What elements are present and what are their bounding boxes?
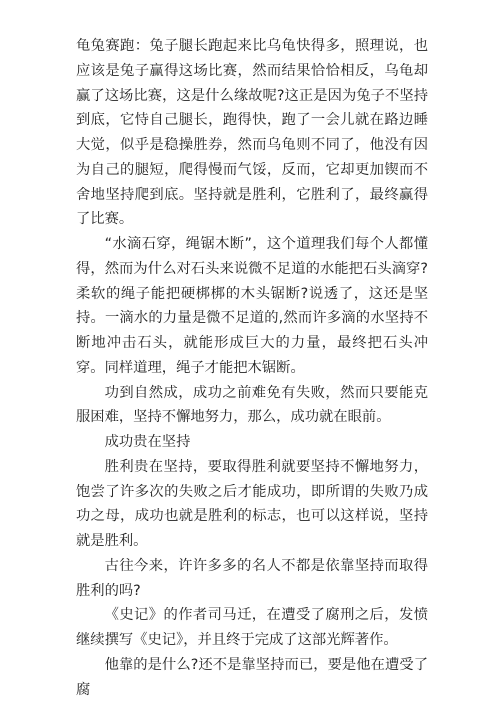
paragraph-tortoise-hare: 龟兔赛跑：兔子腿长跑起来比乌龟快得多，照理说，也应该是兔子赢得这场比赛，然而结果恰恰相反，乌龟却赢了这场比赛，这是什么缘故呢?这正是因为兔子不坚持到底，它恃自己腿长，跑得快，跑了一会儿就在路边睡大觉，似乎是稳操胜券，然而乌龟则不同了，他没有因为自己的腿短，爬得慢而气馁，反而，它却更加锲而不舍地坚持爬到底。坚持就是胜利，它胜利了，最终赢得了比赛。: [76, 38, 428, 228]
paragraph-water-drop: “水滴石穿，绳锯木断”，这个道理我们每个人都懂得，然而为什么对石头来说微不足道的水能把石头滴穿?柔软的绳子能把硬梆梆的木头锯断?说透了，这还是坚持。一滴水的力量是微不足道的,然而许多滴的水坚持不断地冲击石头，就能形成巨大的力量，最终把石头冲穿。同样道理，绳子才能把木锯断。: [76, 236, 428, 376]
section-heading: 成功贵在坚持: [104, 434, 191, 450]
document-page: [76, 34, 428, 702]
paragraph-success: 功到自然成，成功之前难免有失败，然而只要能克服困难，坚持不懈地努力，那么，成功就在眼前。: [76, 384, 428, 426]
paragraph-famous-people: 古往今来，许许多多的名人不都是依靠坚持而取得胜利的吗?: [76, 557, 428, 599]
paragraph-victory: 胜利贵在坚持，要取得胜利就要坚持不懈地努力，饱尝了许多次的失败之后才能成功，即所谓的失败乃成功之母，成功也就是胜利的标志，也可以这样说，坚持就是胜利。: [76, 458, 428, 549]
paragraph-sima-qian: 《史记》的作者司马迁，在遭受了腐刑之后，发愤继续撰写《史记》，并且终于完成了这部光辉著作。: [76, 607, 428, 648]
paragraph-question: 他靠的是什么?还不是靠坚持而已，要是他在遭受了腐: [76, 656, 428, 698]
